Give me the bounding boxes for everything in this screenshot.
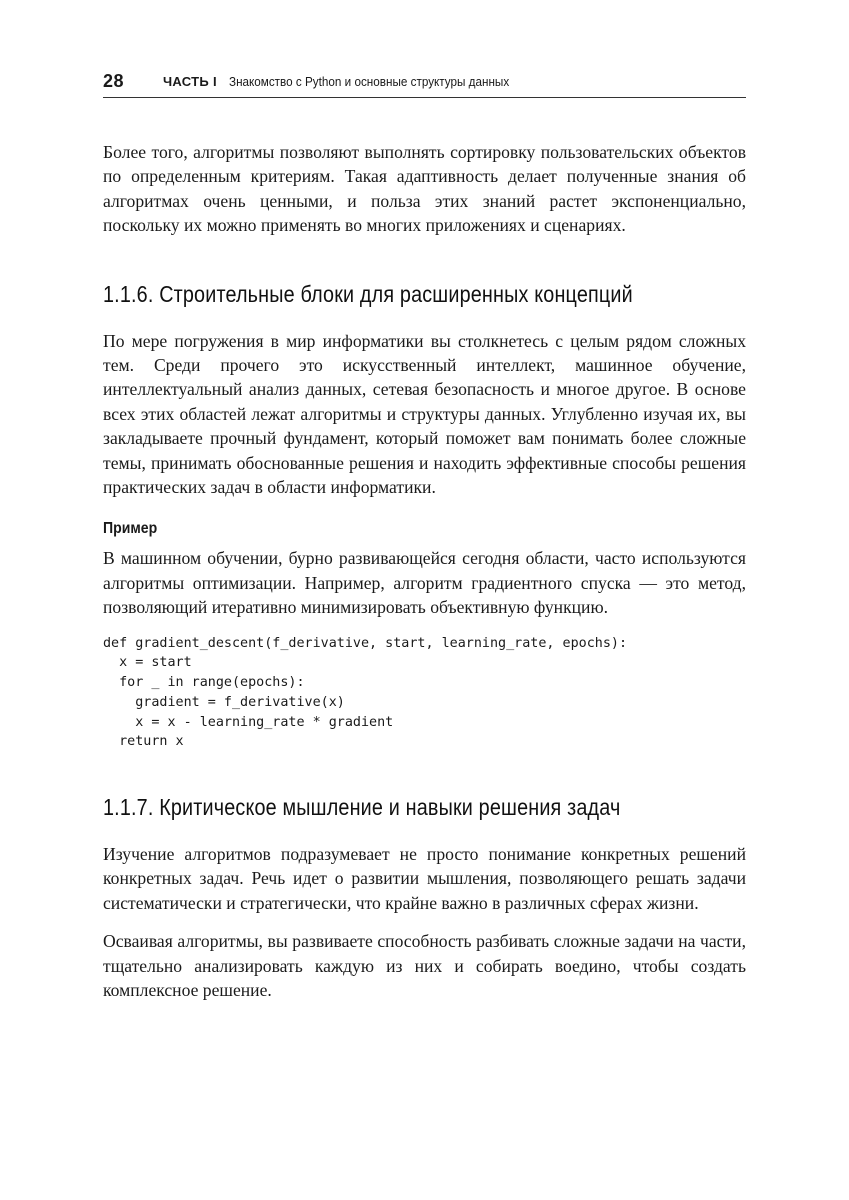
section-heading-1-1-6: 1.1.6. Строительные блоки для расширенных концепций bbox=[103, 280, 633, 307]
part-title: Знакомство с Python и основные структуры данных bbox=[229, 74, 510, 89]
part-label: ЧАСТЬ I bbox=[163, 74, 217, 89]
example-paragraph: В машинном обучении, бурно развивающейся сегодня области, часто используются алгоритмы оптимизации. Например, алгоритм градиентного спуска — это метод, позволяющий итеративно минимизировать объективную функцию. bbox=[103, 548, 746, 618]
running-header bbox=[103, 67, 746, 98]
code-listing: def gradient_descent(f_derivative, start, learning_rate, epochs): x = start for _ in range(epochs): gradient = f_derivative(x) x = x - learning_rate * gradient return x bbox=[103, 635, 628, 750]
section-1-1-7-paragraph-2: Осваивая алгоритмы, вы развиваете способность разбивать сложные задачи на части, тщательно анализировать каждую из них и собирать воедино, чтобы создать комплексное решение. bbox=[103, 931, 746, 1000]
intro-paragraph: Более того, алгоритмы позволяют выполнять сортировку пользовательских объектов по определенным критериям. Такая адаптивность делает полученные знания об алгоритмах очень ценными, и польза этих знаний растет экспоненциально, поскольку их можно применять во многих приложениях и сценариях. bbox=[103, 142, 746, 236]
page-number: 28 bbox=[103, 71, 125, 91]
page-body bbox=[103, 140, 746, 1002]
section-heading-1-1-7: 1.1.7. Критическое мышление и навыки решения задач bbox=[103, 793, 621, 820]
example-heading: Пример bbox=[103, 520, 158, 538]
section-1-1-7-paragraph-1: Изучение алгоритмов подразумевает не просто понимание конкретных решений конкретных задач. Речь идет о развитии мышления, позволяющего решать задачи систематически и стратегически, что крайне важно в различных сферах жизни. bbox=[103, 843, 746, 913]
section-1-1-6-paragraph: По мере погружения в мир информатики вы столкнетесь с целым рядом сложных тем. Среди прочего это искусственный интеллект, машинное обучение, интеллектуальный анализ данных, сетевая безопасность и многое другое. В основе всех этих областей лежат алгоритмы и структуры данных. Углубленно изучая их, вы закладываете прочный фундамент, который поможет вам понимать более сложные темы, принимать обоснованные решения и находить эффективные способы решения практических задач в области информатики. bbox=[103, 330, 746, 498]
